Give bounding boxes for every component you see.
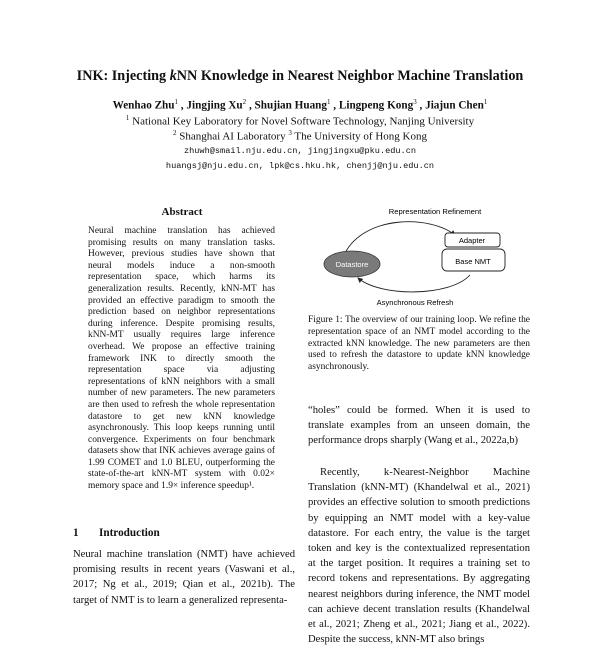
affiliation-line-1: $^1$ National Key Laboratory for Novel Software Technology, Nanjing University (125, 114, 475, 128)
refresh-arrow (358, 275, 470, 292)
right-paragraph-2: Recently, k-Nearest-Neighbor Machine Translation (kNN-MT) (Khandelwal et al., 2021) provides an effective solution to smooth predictions by equipping an NMT model with a key-value datastore. For each entry, the value is the target token and key is the contextualized representation at the target position. It requires a training set to record tokens and representations. By aggregating nearest neighbors during inference, the NMT model can achieve decent translation results (Khandelwal et al., 2021; Zheng et al., 2021; Jiang et al., 2022). Despite the success, kNN-MT also brings (308, 467, 530, 646)
figure-bottom-label: Asynchronous Refresh (376, 298, 454, 307)
abstract-text: Neural machine translation has achieved promising results on many translation tasks. However, previous studies have shown that neural models induce a non-smooth representation space, which harms its generalization results. Recently, kNN-MT has provided an effective paradigm to smooth the prediction based on neighbor representations during inference. Despite promising results, kNN-MT usually requires large inference overhead. We propose an effective training framework INK to directly smooth the representation space via adjusting representations of kNN neighbors with a small number of new parameters. The new parameters are then used to refresh the whole representation datastore to get new kNN knowledge asynchronously. This loop keeps running until convergence. Experiments on four benchmark datasets show that INK achieves average gains of 1.99 COMET and 1.0 BLEU, outperforming the state-of-the-art kNN-MT system with 0.02× memory space and 1.9× inference speedup¹. (88, 226, 275, 492)
author: Jiajun Chen (425, 99, 484, 112)
section-heading: 1 Introduction (73, 527, 160, 539)
datastore-label: Datastore (335, 260, 369, 269)
adapter-label: Adapter (458, 236, 486, 245)
email-line-2: huangsj@nju.edu.cn, lpk@cs.hku.hk, chenjj@nju.edu.cn (165, 161, 435, 171)
introduction-text: Neural machine translation (NMT) have achieved promising results in recent years (Vaswani et al., 2017; Ng et al., 2019; Qian et al., 2021b). The target of NMT is to learn a generalized representa- (73, 549, 295, 606)
affiliation-line-2: $^2$ Shanghai AI Laboratory $^3$ The University of Hong Kong (173, 129, 427, 143)
paper-title: INK: Injecting kNN Knowledge in Nearest Neighbor Machine Translation (76, 68, 524, 84)
author: Lingpeng Kong (338, 99, 414, 112)
author: Jingjing Xu (186, 99, 243, 112)
figure-top-label: Representation Refinement (388, 207, 482, 216)
figure-caption: Figure 1: The overview of our training loop. We refine the representation space of an NMT model according to the extracted kNN knowledge. The new parameters are then used to refresh the datastore to update kNN knowledge asynchronously. (308, 315, 530, 373)
refinement-arrow (345, 222, 455, 253)
author: Shujian Huang (254, 99, 327, 112)
email-line-1: zhuwh@smail.nju.edu.cn, jingjingxu@pku.edu.cn (183, 146, 417, 156)
author: Wenhao Zhu (112, 99, 175, 112)
abstract-heading: Abstract (161, 206, 203, 218)
training-loop-figure (310, 205, 530, 310)
author-list: Wenhao Zhu$^1$ , Jingjing Xu$^2$ , Shujian Huang$^1$ , Lingpeng Kong$^3$ , Jiajun Chen$^1$ (112, 98, 488, 112)
right-paragraph-1: “holes” could be formed. When it is used to translate examples from an unseen domain, the performance drops sharply (Wang et al., 2022a,b) (308, 405, 530, 447)
base-nmt-label: Base NMT (455, 257, 491, 266)
